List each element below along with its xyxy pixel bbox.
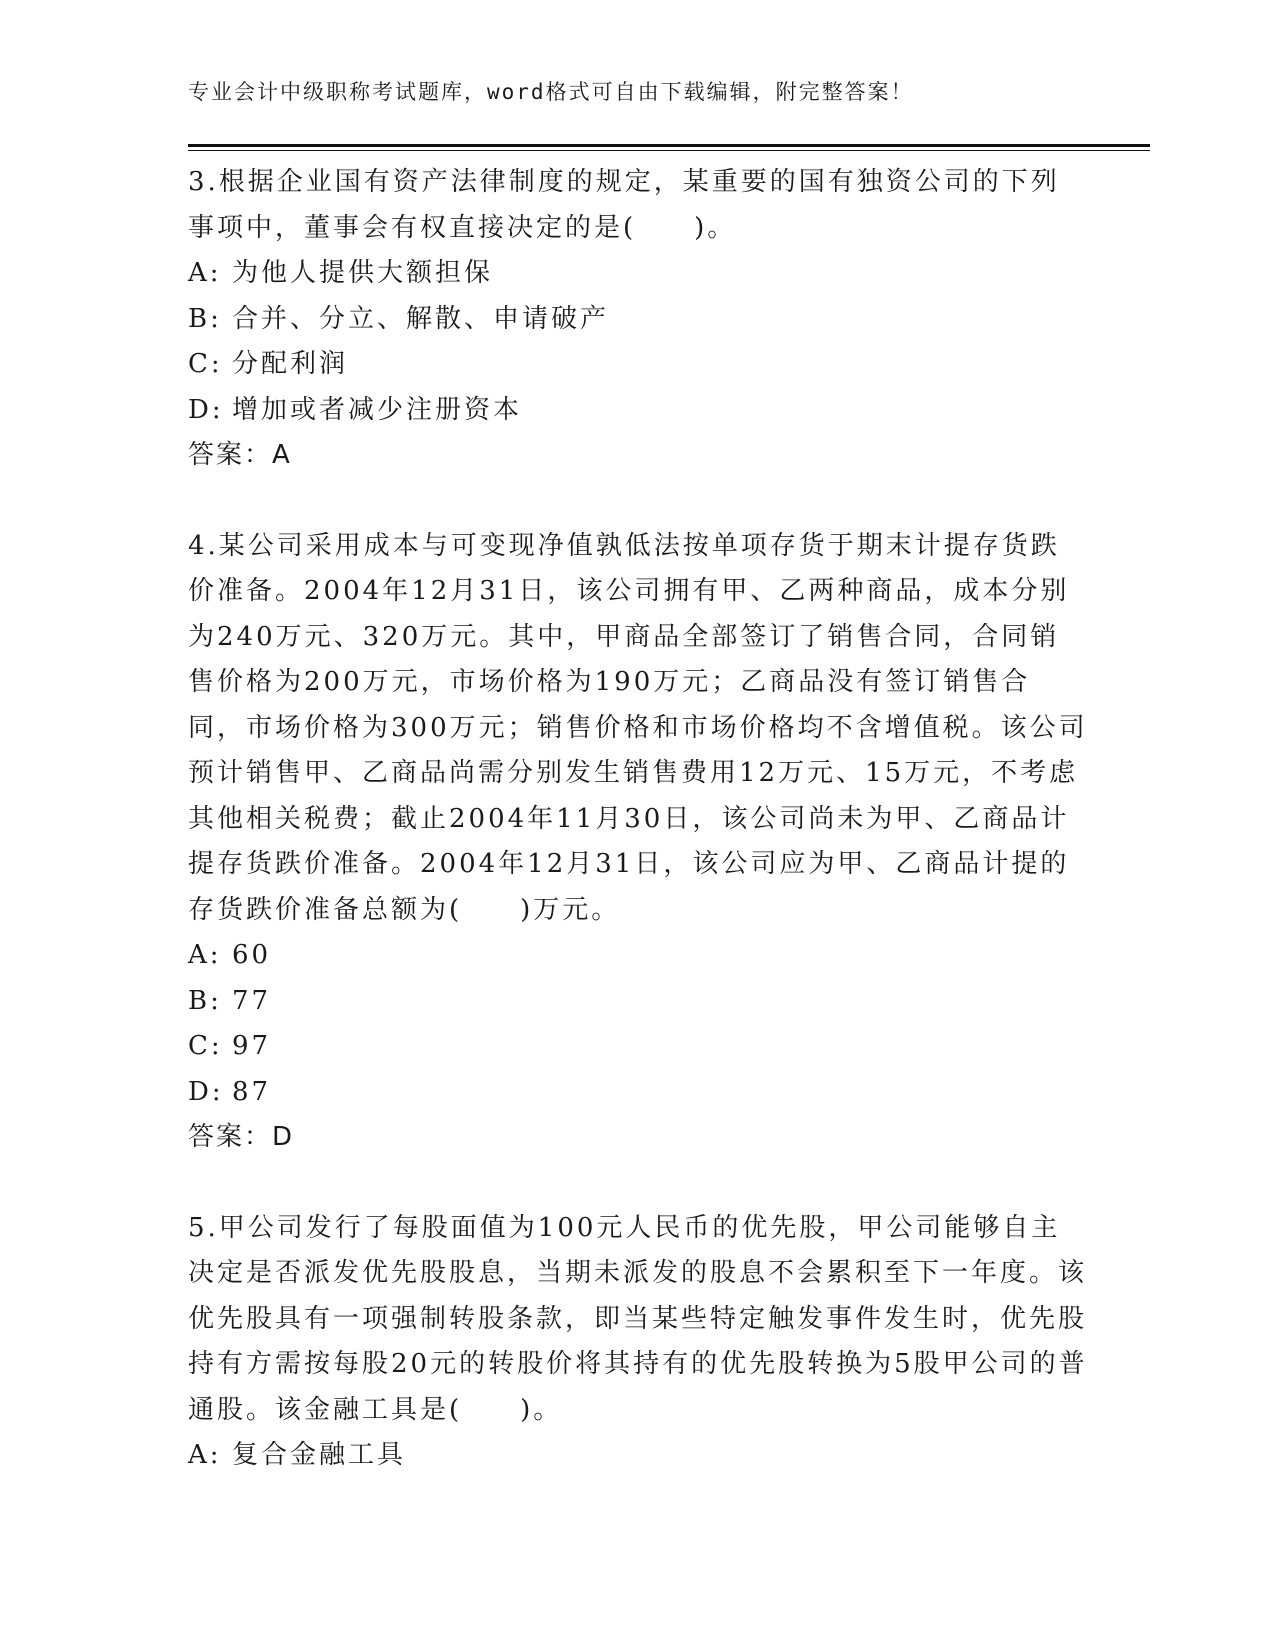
question-4 [188, 524, 1088, 1161]
header-rule-thin [188, 150, 1150, 151]
option-text: 97 [232, 1031, 272, 1061]
header-rule-thick [188, 144, 1150, 147]
option-a [188, 251, 1088, 297]
question-stem: 3.根据企业国有资产法律制度的规定，某重要的国有独资公司的下列事项中，董事会有权直接决定的是( )。 [188, 167, 1060, 243]
option-letter: D: [188, 394, 224, 425]
option-letter: A: [188, 258, 222, 288]
question-3 [188, 160, 1088, 479]
option-text: 87 [232, 1076, 272, 1107]
question-list [188, 160, 1088, 1479]
option-d [188, 388, 1088, 434]
option-b [188, 979, 1088, 1025]
option-b [188, 297, 1088, 343]
option-text: 60 [232, 940, 272, 970]
page-header: 专业会计中级职称考试题库，word格式可自由下载编辑，附完整答案！ [188, 80, 914, 104]
spacer [188, 1161, 1088, 1206]
option-text: 合并、分立、解散、申请破产 [232, 303, 610, 334]
option-d [188, 1070, 1088, 1116]
option-a [188, 933, 1088, 979]
option-letter: C: [188, 349, 223, 379]
option-text: 增加或者减少注册资本 [232, 394, 523, 425]
option-letter: A: [188, 940, 222, 970]
option-letter: B: [188, 985, 222, 1016]
option-text: 为他人提供大额担保 [232, 258, 494, 288]
answer-line: 答案：A [188, 440, 292, 470]
option-letter: C: [188, 1031, 223, 1061]
option-letter: A: [188, 1440, 222, 1470]
option-text: 复合金融工具 [232, 1440, 407, 1470]
option-c [188, 342, 1088, 388]
option-letter: B: [188, 303, 222, 334]
question-stem: 4.某公司采用成本与可变现净值孰低法按单项存货于期末计提存货跌价准备。2004年12月31日，该公司拥有甲、乙两种商品，成本分别为240万元、320万元。其中，甲商品全部签订了销售合同，合同销售价格为200万元，市场价格为190万元；乙商品没有签订销售合同，市场价格为300万元；销售价格和市场价格均不含增值税。该公司预计销售甲、乙商品尚需分别发生销售费用12万元、15万元，不考虑其他相关税费；截止2004年11月30日，该公司尚未为甲、乙商品计提存货跌价准备。2004年12月31日，该公司应为甲、乙商品计提的存货跌价准备总额为( )万元。 [188, 530, 1088, 925]
question-stem: 5.甲公司发行了每股面值为100元人民币的优先股，甲公司能够自主决定是否派发优先股股息，当期未派发的股息不会累积至下一年度。该优先股具有一项强制转股条款，即当某些特定触发事件发生时，优先股持有方需按每股20元的转股价将其持有的优先股转换为5股甲公司的普通股。该金融工具是( )。 [188, 1212, 1088, 1425]
option-text: 分配利润 [232, 349, 349, 379]
option-a [188, 1433, 1088, 1479]
option-c [188, 1024, 1088, 1070]
spacer [188, 479, 1088, 524]
answer-line: 答案：D [188, 1122, 295, 1152]
option-letter: D: [188, 1076, 224, 1107]
question-5 [188, 1206, 1088, 1479]
option-text: 77 [232, 985, 272, 1016]
